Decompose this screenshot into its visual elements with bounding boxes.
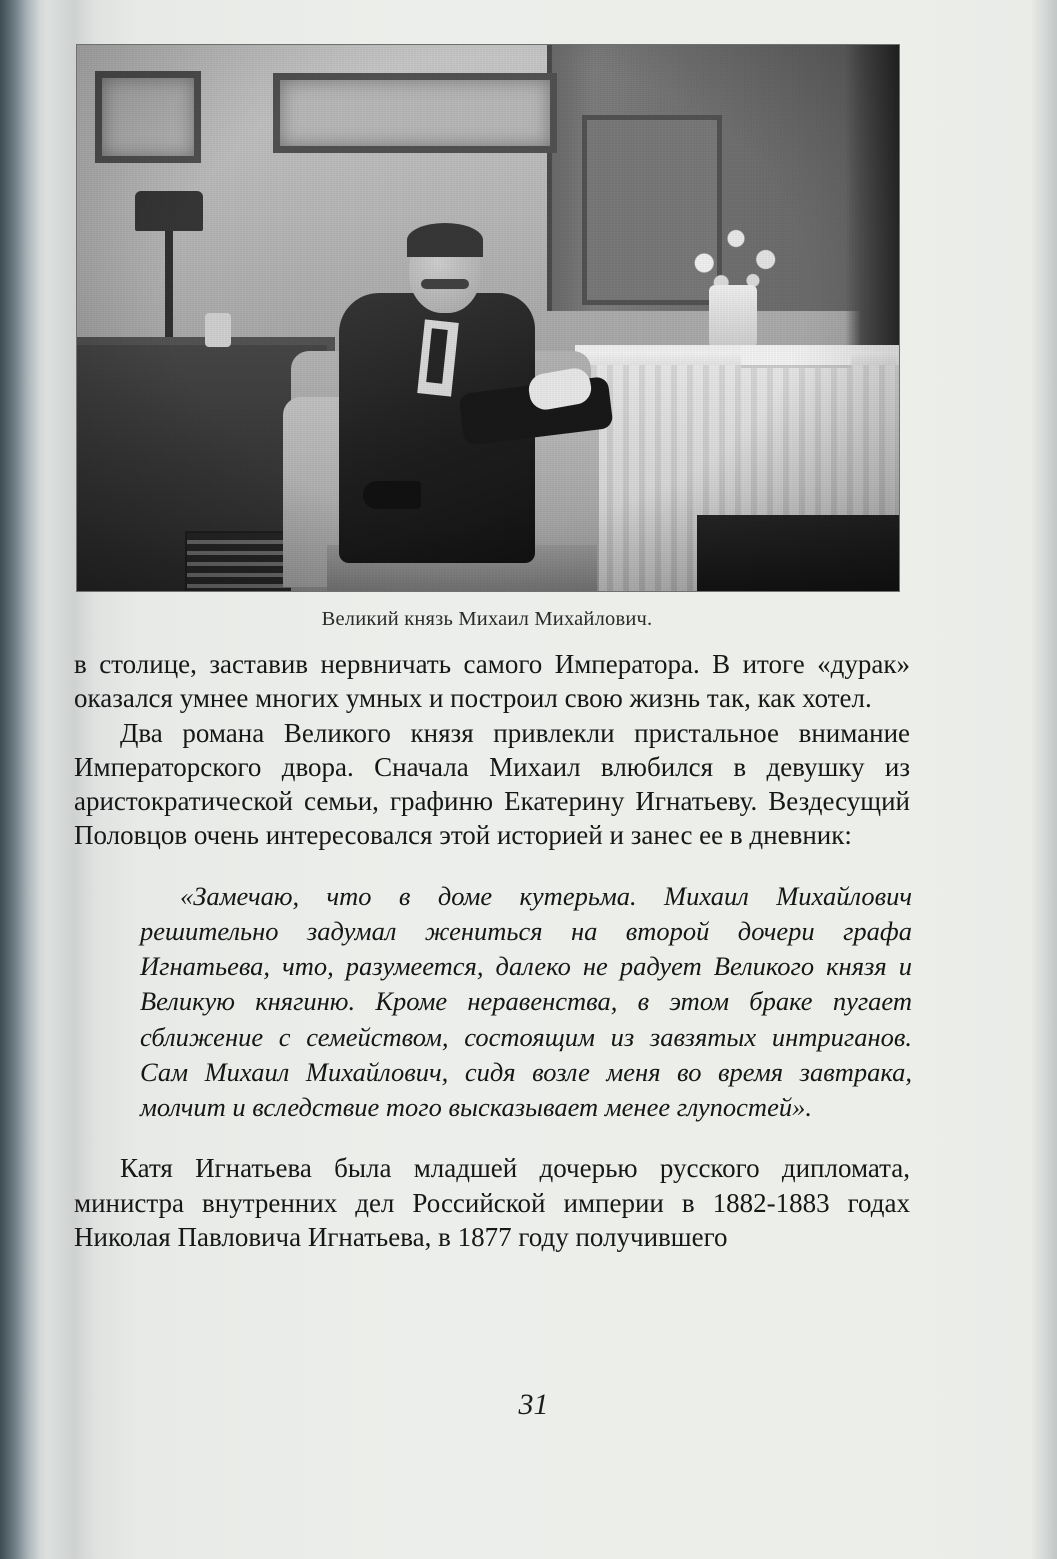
paragraph-3: Катя Игнатьева была младшей дочерью русского дипломата, министра внутренних дел Российской империи в 1882-1883 годах Николая Павловича Игнатьева, в 1877 году получившего (74, 1153, 910, 1252)
blockquote-text: «Замечаю, что в доме кутерьма. Михаил Михайлович решительно задумал жениться на второй дочери графа Игнатьева, что, разумеется, далеко не радует Великого князя и Великую княгиню. Кроме неравенства, в этом браке пугает сближение с семейством, состоящим из завзятых интриганов. Сам Михаил Михайлович, сидя возле меня во время завтрака, молчит и вследствие того высказывает менее глупостей». (140, 880, 912, 1123)
blockquote-diary (140, 879, 912, 1126)
body-text-block (74, 647, 910, 853)
photo-vignette (77, 45, 899, 591)
figure-caption: Великий князь Михаил Михайлович. (321, 608, 653, 630)
paragraph-1: в столице, заставив нервничать самого Императора. В итоге «дурак» оказался умнее многих умных и построил свою жизнь так, как хотел. (74, 649, 910, 714)
body-text-block-after-quote (74, 1151, 910, 1254)
photograph-image (76, 44, 900, 592)
page-number-value: 31 (518, 1388, 549, 1421)
page-content (74, 44, 914, 1254)
paragraph-2: Два романа Великого князя привлекли пристальное внимание Императорского двора. Сначала Михаил влюбился в девушку из аристократической семьи, графиню Екатерину Игнатьеву. Вездесущий Половцов очень интересовался этой историей и занес ее в дневник: (74, 717, 910, 851)
page-number (0, 1388, 1057, 1422)
figure-photograph (76, 44, 898, 631)
